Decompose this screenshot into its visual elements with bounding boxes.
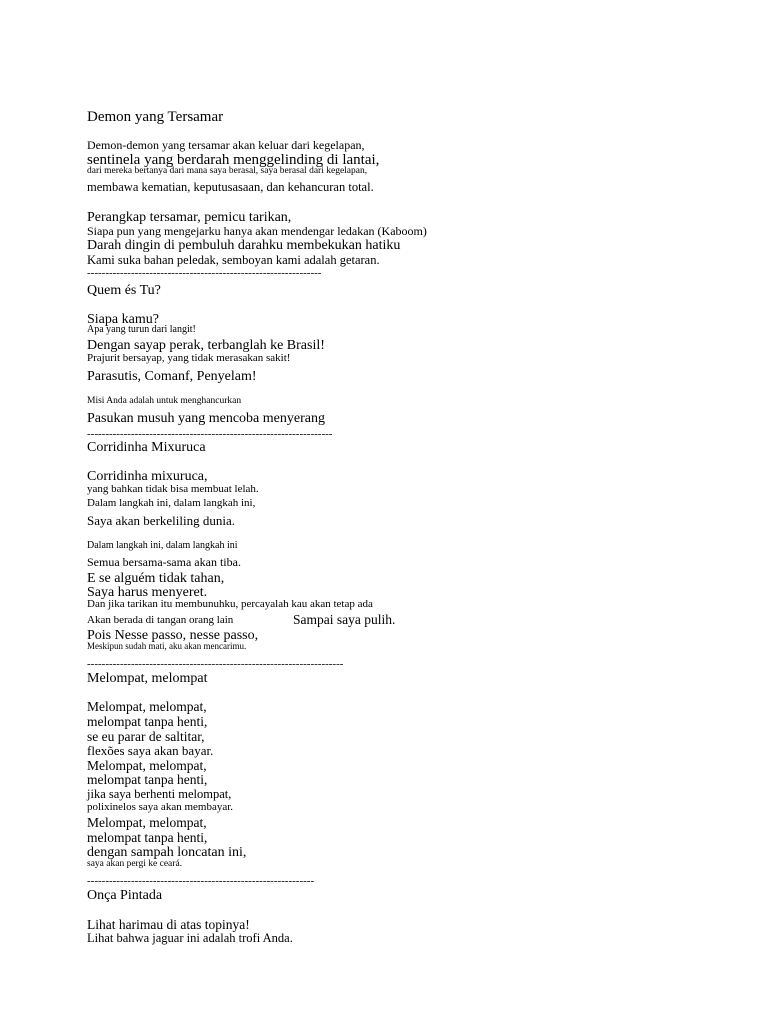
poem-line: E se alguém tidak tahan, (87, 571, 225, 586)
poem-line: Misi Anda adalah untuk menghancurkan (87, 396, 242, 406)
section-separator: -------------------------------------------------------------- (87, 875, 315, 887)
poem-line: Demon-demon yang tersamar akan keluar dari kegelapan, (87, 138, 365, 152)
poem-line: membawa kematian, keputusasaan, dan kehancuran total. (87, 180, 374, 194)
poem-line: dari mereka bertanya dari mana saya berasal, saya berasal dari kegelapan, (87, 166, 368, 176)
poem-line: Saya akan berkeliling dunia. (87, 513, 236, 528)
section-separator: ---------------------------------------------------------------------- (87, 658, 344, 670)
poem-line: polixinelos saya akan membayar. (87, 801, 234, 813)
poem-line: Saya harus menyeret. (87, 585, 208, 600)
poem-line: Dengan sayap perak, terbanglah ke Brasil! (87, 338, 325, 353)
poem-line: saya akan pergi ke ceará. (87, 859, 183, 869)
poem-line: Lihat harimau di atas topinya! (87, 917, 250, 932)
poem-line: Sampai saya pulih. (293, 612, 396, 627)
poem-line: Semua bersama-sama akan tiba. (87, 555, 241, 569)
poem-title: Quem és Tu? (87, 283, 161, 298)
poem-line: Melompat, melompat, (87, 815, 207, 830)
section-separator: ------------------------------------------------------------------- (87, 428, 333, 440)
poem-line: Corridinha mixuruca, (87, 469, 208, 484)
poem-line: Dan jika tarikan itu membunuhku, percayalah kau akan tetap ada (87, 598, 373, 610)
poem-line: jika saya berhenti melompat, (87, 787, 232, 801)
poem-line: Pois Nesse passo, nesse passo, (87, 628, 259, 643)
poem-line: Dalam langkah ini, dalam langkah ini (87, 540, 238, 551)
poem-title: Demon yang Tersamar (87, 109, 224, 125)
poem-line: melompat tanpa henti, (87, 772, 208, 787)
poem-title: Melompat, melompat (87, 671, 208, 686)
poem-line: sentinela yang berdarah menggelinding di lantai, (87, 152, 380, 168)
section-separator: ---------------------------------------------------------------- (87, 267, 322, 279)
poem-line: melompat tanpa henti, (87, 714, 208, 729)
poem-line: Darah dingin di pembuluh darahku membekukan hatiku (87, 238, 401, 253)
poem-line: Siapa kamu? (87, 312, 159, 327)
poem-line: Kami suka bahan peledak, semboyan kami adalah getaran. (87, 253, 380, 267)
poem-line: Prajurit bersayap, yang tidak merasakan sakit! (87, 352, 291, 364)
poem-line: flexões saya akan bayar. (87, 743, 214, 758)
poem-line: Siapa pun yang mengejarku hanya akan mendengar ledakan (Kaboom) (87, 224, 427, 238)
poem-line: yang bahkan tidak bisa membuat lelah. (87, 483, 259, 495)
poem-line: Lihat bahwa jaguar ini adalah trofi Anda. (87, 931, 293, 945)
poem-line: se eu parar de saltitar, (87, 729, 205, 744)
poem-line: melompat tanpa henti, (87, 830, 208, 845)
poem-title: Corridinha Mixuruca (87, 440, 206, 455)
poem-line: Dalam langkah ini, dalam langkah ini, (87, 497, 256, 509)
poem-line: Meskipun sudah mati, aku akan mencarimu. (87, 641, 247, 651)
poem-line: Akan berada di tangan orang lain (87, 614, 234, 626)
poem-line: Pasukan musuh yang mencoba menyerang (87, 411, 325, 426)
poem-title: Onça Pintada (87, 888, 163, 903)
poem-line: Melompat, melompat, (87, 758, 207, 773)
poem-line: dengan sampah loncatan ini, (87, 845, 247, 860)
poem-line: Parasutis, Comanf, Penyelam! (87, 369, 257, 384)
poem-line: Apa yang turun dari langit! (87, 324, 196, 335)
poem-line: Melompat, melompat, (87, 699, 207, 714)
poem-line: Perangkap tersamar, pemicu tarikan, (87, 210, 292, 225)
